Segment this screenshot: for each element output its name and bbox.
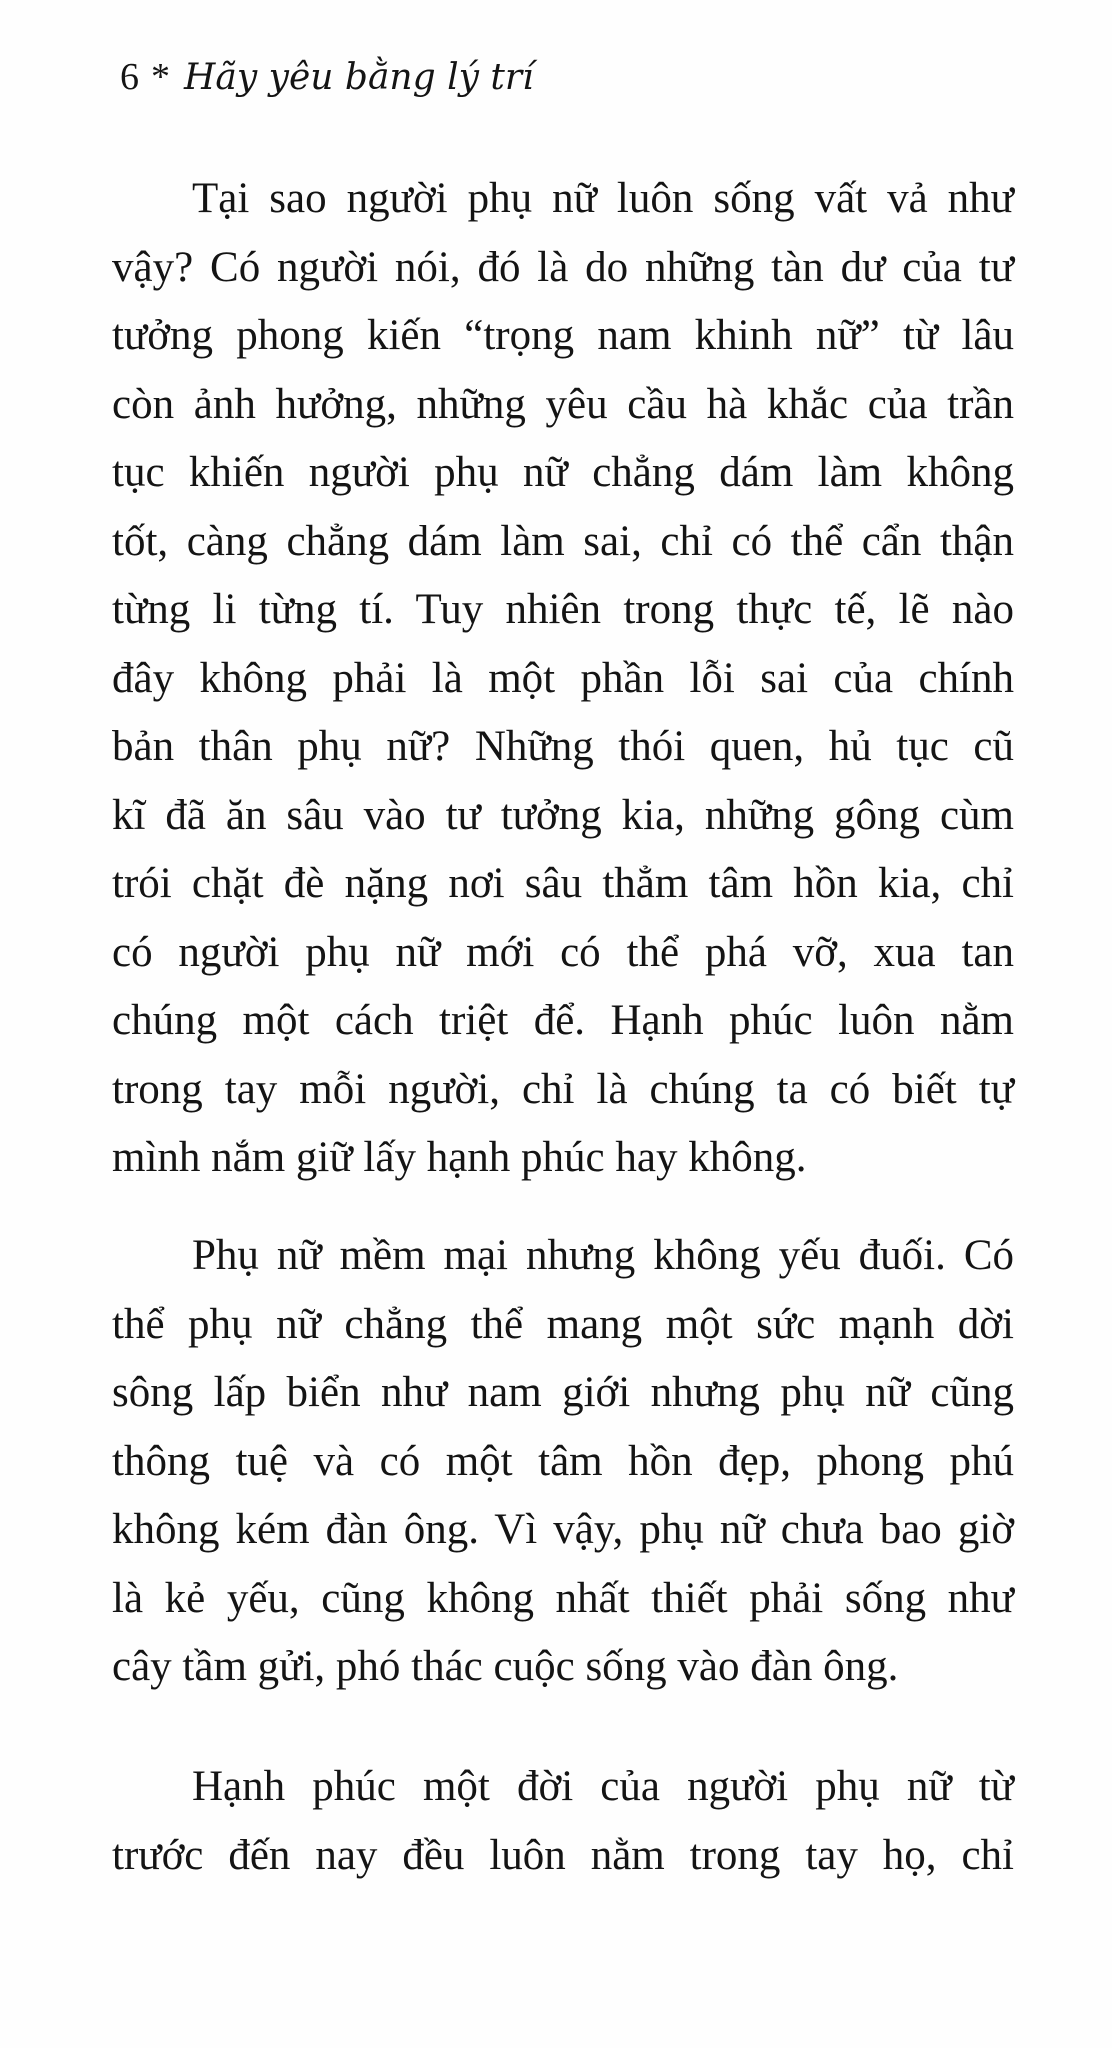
text-line: không kém đàn ông. Vì vậy, phụ nữ chưa bao giờ	[112, 1506, 1014, 1553]
text-line: tốt, càng chẳng dám làm sai, chỉ có thể cẩn thận	[112, 517, 1014, 565]
text-line: sông lấp biển như nam giới nhưng phụ nữ cũng	[112, 1369, 1014, 1416]
text-line: tưởng phong kiến “trọng nam khinh nữ” từ lâu	[112, 312, 1014, 359]
text-line: Phụ nữ mềm mại nhưng không yếu đuối. Có	[192, 1232, 1014, 1279]
text-line: từng li từng tí. Tuy nhiên trong thực tế, lẽ nào	[112, 586, 1014, 633]
text-line: đây không phải là một phần lỗi sai của chính	[112, 654, 1014, 702]
text-line: Tại sao người phụ nữ luôn sống vất vả như	[192, 175, 1014, 222]
text-line: bản thân phụ nữ? Những thói quen, hủ tục cũ	[112, 723, 1014, 770]
text-line: tục khiến người phụ nữ chẳng dám làm không	[112, 449, 1014, 496]
paragraph-1	[112, 165, 1014, 1193]
text-line: vậy? Có người nói, đó là do những tàn dư của tư	[112, 243, 1014, 291]
paragraph-2	[112, 1222, 1014, 1702]
running-header	[120, 52, 534, 103]
text-line: cây tầm gửi, phó thác cuộc sống vào đàn ông.	[112, 1643, 899, 1690]
text-line: trong tay mỗi người, chỉ là chúng ta có biết tự	[112, 1065, 1014, 1113]
text-line: thể phụ nữ chẳng thể mang một sức mạnh dời	[112, 1300, 1014, 1348]
paragraph-3	[112, 1753, 1014, 1890]
text-line: trói chặt đè nặng nơi sâu thẳm tâm hồn kia, chỉ	[112, 860, 1014, 907]
text-line: mình nắm giữ lấy hạnh phúc hay không.	[112, 1134, 807, 1181]
text-line: kĩ đã ăn sâu vào tư tưởng kia, những gông cùm	[112, 791, 1014, 839]
text-line: thông tuệ và có một tâm hồn đẹp, phong phú	[112, 1437, 1014, 1485]
text-line: còn ảnh hưởng, những yêu cầu hà khắc của trần	[112, 380, 1014, 428]
text-line: chúng một cách triệt để. Hạnh phúc luôn nằm	[112, 997, 1014, 1044]
book-title: Hãy yêu bằng lý trí	[184, 57, 534, 98]
text-line: trước đến nay đều luôn nằm trong tay họ, chỉ	[112, 1831, 1014, 1879]
header-separator: *	[151, 56, 170, 98]
text-line: là kẻ yếu, cũng không nhất thiết phải sống như	[112, 1574, 1014, 1622]
text-line: Hạnh phúc một đời của người phụ nữ từ	[192, 1763, 1014, 1810]
page-number: 6	[120, 56, 139, 98]
text-line: có người phụ nữ mới có thể phá vỡ, xua tan	[112, 928, 1014, 976]
